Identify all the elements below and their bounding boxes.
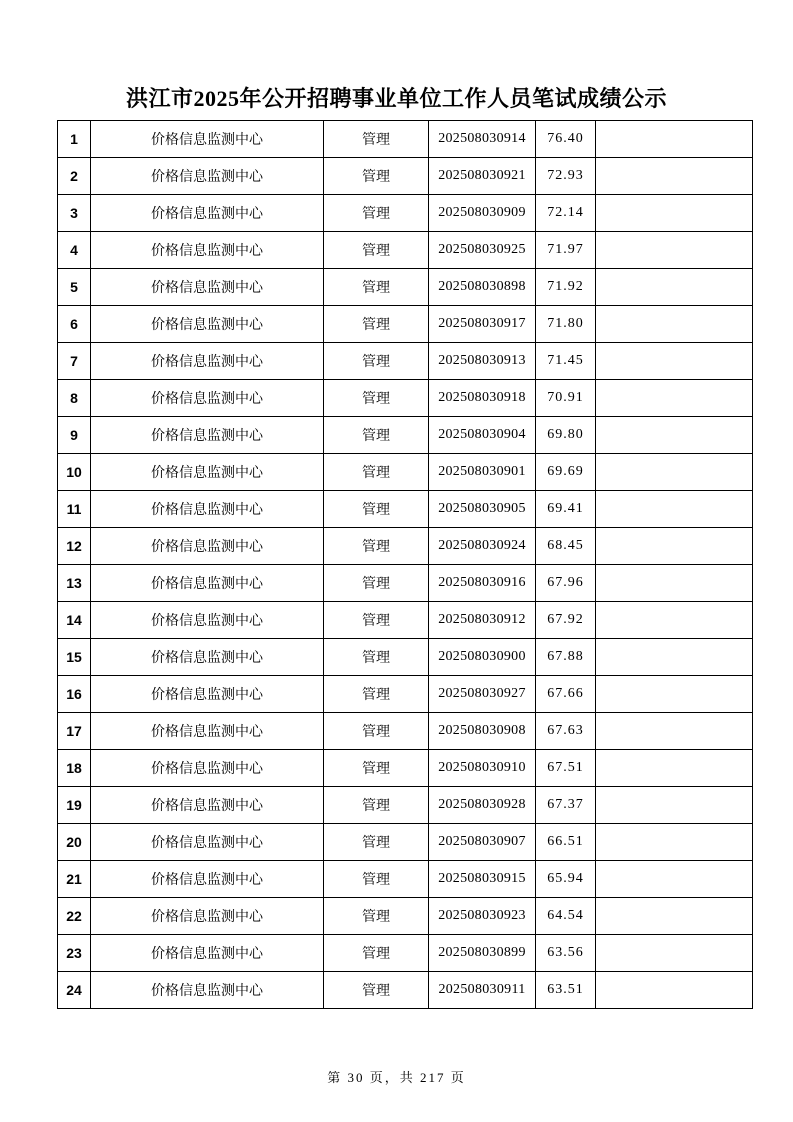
page-number-text: 第 30 页，共 217 页 [327,1070,466,1085]
row-number-cell: 10 [58,454,91,491]
position-type-cell: 管理 [324,935,429,972]
candidate-id-cell: 202508030907 [429,824,536,861]
blank-cell [596,898,753,935]
score-cell: 67.63 [536,713,596,750]
blank-cell [596,232,753,269]
blank-cell [596,565,753,602]
candidate-id-cell: 202508030900 [429,639,536,676]
row-number-cell: 6 [58,306,91,343]
blank-cell [596,417,753,454]
unit-name-cell: 价格信息监测中心 [91,380,324,417]
candidate-id-cell: 202508030898 [429,269,536,306]
unit-name-cell: 价格信息监测中心 [91,824,324,861]
table-row [58,269,753,306]
row-number-cell: 17 [58,713,91,750]
candidate-id-cell: 202508030916 [429,565,536,602]
candidate-id-cell: 202508030912 [429,602,536,639]
candidate-id-cell: 202508030908 [429,713,536,750]
table-row [58,639,753,676]
row-number-cell: 4 [58,232,91,269]
position-type-cell: 管理 [324,158,429,195]
score-cell: 72.14 [536,195,596,232]
unit-name-cell: 价格信息监测中心 [91,565,324,602]
blank-cell [596,343,753,380]
table-row [58,935,753,972]
blank-cell [596,380,753,417]
unit-name-cell: 价格信息监测中心 [91,713,324,750]
blank-cell [596,787,753,824]
blank-cell [596,528,753,565]
table-row [58,343,753,380]
candidate-id-cell: 202508030901 [429,454,536,491]
table-row [58,565,753,602]
blank-cell [596,935,753,972]
row-number-cell: 24 [58,972,91,1009]
candidate-id-cell: 202508030924 [429,528,536,565]
position-type-cell: 管理 [324,861,429,898]
table-row [58,121,753,158]
score-cell: 69.69 [536,454,596,491]
score-cell: 67.66 [536,676,596,713]
unit-name-cell: 价格信息监测中心 [91,417,324,454]
score-cell: 63.56 [536,935,596,972]
score-cell: 70.91 [536,380,596,417]
page-footer [0,1067,793,1086]
position-type-cell: 管理 [324,417,429,454]
score-cell: 64.54 [536,898,596,935]
table-row [58,232,753,269]
row-number-cell: 23 [58,935,91,972]
row-number-cell: 16 [58,676,91,713]
position-type-cell: 管理 [324,528,429,565]
unit-name-cell: 价格信息监测中心 [91,121,324,158]
row-number-cell: 11 [58,491,91,528]
position-type-cell: 管理 [324,639,429,676]
table-row [58,787,753,824]
candidate-id-cell: 202508030909 [429,195,536,232]
position-type-cell: 管理 [324,306,429,343]
score-cell: 71.92 [536,269,596,306]
row-number-cell: 18 [58,750,91,787]
score-cell: 67.51 [536,750,596,787]
position-type-cell: 管理 [324,380,429,417]
candidate-id-cell: 202508030921 [429,158,536,195]
score-table [57,120,753,1009]
blank-cell [596,121,753,158]
table-row [58,195,753,232]
position-type-cell: 管理 [324,787,429,824]
unit-name-cell: 价格信息监测中心 [91,158,324,195]
table-row [58,898,753,935]
position-type-cell: 管理 [324,898,429,935]
score-cell: 67.37 [536,787,596,824]
position-type-cell: 管理 [324,195,429,232]
candidate-id-cell: 202508030928 [429,787,536,824]
position-type-cell: 管理 [324,121,429,158]
candidate-id-cell: 202508030915 [429,861,536,898]
unit-name-cell: 价格信息监测中心 [91,454,324,491]
unit-name-cell: 价格信息监测中心 [91,306,324,343]
position-type-cell: 管理 [324,750,429,787]
row-number-cell: 15 [58,639,91,676]
blank-cell [596,454,753,491]
table-row [58,528,753,565]
unit-name-cell: 价格信息监测中心 [91,528,324,565]
row-number-cell: 5 [58,269,91,306]
table-row [58,676,753,713]
unit-name-cell: 价格信息监测中心 [91,787,324,824]
score-cell: 72.93 [536,158,596,195]
table-row [58,491,753,528]
row-number-cell: 2 [58,158,91,195]
unit-name-cell: 价格信息监测中心 [91,602,324,639]
table-row [58,158,753,195]
position-type-cell: 管理 [324,491,429,528]
table-row [58,417,753,454]
row-number-cell: 20 [58,824,91,861]
table-row [58,824,753,861]
candidate-id-cell: 202508030917 [429,306,536,343]
score-cell: 68.45 [536,528,596,565]
score-cell: 65.94 [536,861,596,898]
candidate-id-cell: 202508030910 [429,750,536,787]
blank-cell [596,713,753,750]
position-type-cell: 管理 [324,454,429,491]
position-type-cell: 管理 [324,269,429,306]
row-number-cell: 1 [58,121,91,158]
score-cell: 71.45 [536,343,596,380]
table-row [58,972,753,1009]
candidate-id-cell: 202508030913 [429,343,536,380]
candidate-id-cell: 202508030904 [429,417,536,454]
position-type-cell: 管理 [324,676,429,713]
table-row [58,380,753,417]
unit-name-cell: 价格信息监测中心 [91,639,324,676]
unit-name-cell: 价格信息监测中心 [91,343,324,380]
candidate-id-cell: 202508030927 [429,676,536,713]
candidate-id-cell: 202508030905 [429,491,536,528]
unit-name-cell: 价格信息监测中心 [91,935,324,972]
unit-name-cell: 价格信息监测中心 [91,269,324,306]
row-number-cell: 14 [58,602,91,639]
position-type-cell: 管理 [324,972,429,1009]
table-row [58,454,753,491]
candidate-id-cell: 202508030899 [429,935,536,972]
row-number-cell: 9 [58,417,91,454]
position-type-cell: 管理 [324,713,429,750]
row-number-cell: 8 [58,380,91,417]
blank-cell [596,639,753,676]
row-number-cell: 7 [58,343,91,380]
candidate-id-cell: 202508030914 [429,121,536,158]
candidate-id-cell: 202508030911 [429,972,536,1009]
unit-name-cell: 价格信息监测中心 [91,491,324,528]
table-row [58,602,753,639]
blank-cell [596,972,753,1009]
unit-name-cell: 价格信息监测中心 [91,676,324,713]
unit-name-cell: 价格信息监测中心 [91,972,324,1009]
page-title: 洪江市2025年公开招聘事业单位工作人员笔试成绩公示 [125,86,667,111]
table-row [58,861,753,898]
blank-cell [596,158,753,195]
row-number-cell: 22 [58,898,91,935]
score-cell: 71.80 [536,306,596,343]
position-type-cell: 管理 [324,343,429,380]
score-table-body [58,121,753,1009]
position-type-cell: 管理 [324,824,429,861]
score-cell: 76.40 [536,121,596,158]
position-type-cell: 管理 [324,232,429,269]
blank-cell [596,491,753,528]
blank-cell [596,195,753,232]
blank-cell [596,676,753,713]
table-row [58,750,753,787]
blank-cell [596,861,753,898]
position-type-cell: 管理 [324,602,429,639]
blank-cell [596,269,753,306]
score-cell: 67.88 [536,639,596,676]
unit-name-cell: 价格信息监测中心 [91,195,324,232]
score-cell: 67.92 [536,602,596,639]
score-cell: 67.96 [536,565,596,602]
position-type-cell: 管理 [324,565,429,602]
score-cell: 71.97 [536,232,596,269]
unit-name-cell: 价格信息监测中心 [91,898,324,935]
row-number-cell: 3 [58,195,91,232]
table-row [58,713,753,750]
score-cell: 63.51 [536,972,596,1009]
row-number-cell: 19 [58,787,91,824]
row-number-cell: 12 [58,528,91,565]
table-row [58,306,753,343]
blank-cell [596,306,753,343]
row-number-cell: 21 [58,861,91,898]
blank-cell [596,750,753,787]
blank-cell [596,824,753,861]
candidate-id-cell: 202508030923 [429,898,536,935]
score-cell: 66.51 [536,824,596,861]
candidate-id-cell: 202508030918 [429,380,536,417]
unit-name-cell: 价格信息监测中心 [91,861,324,898]
candidate-id-cell: 202508030925 [429,232,536,269]
unit-name-cell: 价格信息监测中心 [91,232,324,269]
score-cell: 69.80 [536,417,596,454]
score-cell: 69.41 [536,491,596,528]
unit-name-cell: 价格信息监测中心 [91,750,324,787]
blank-cell [596,602,753,639]
row-number-cell: 13 [58,565,91,602]
